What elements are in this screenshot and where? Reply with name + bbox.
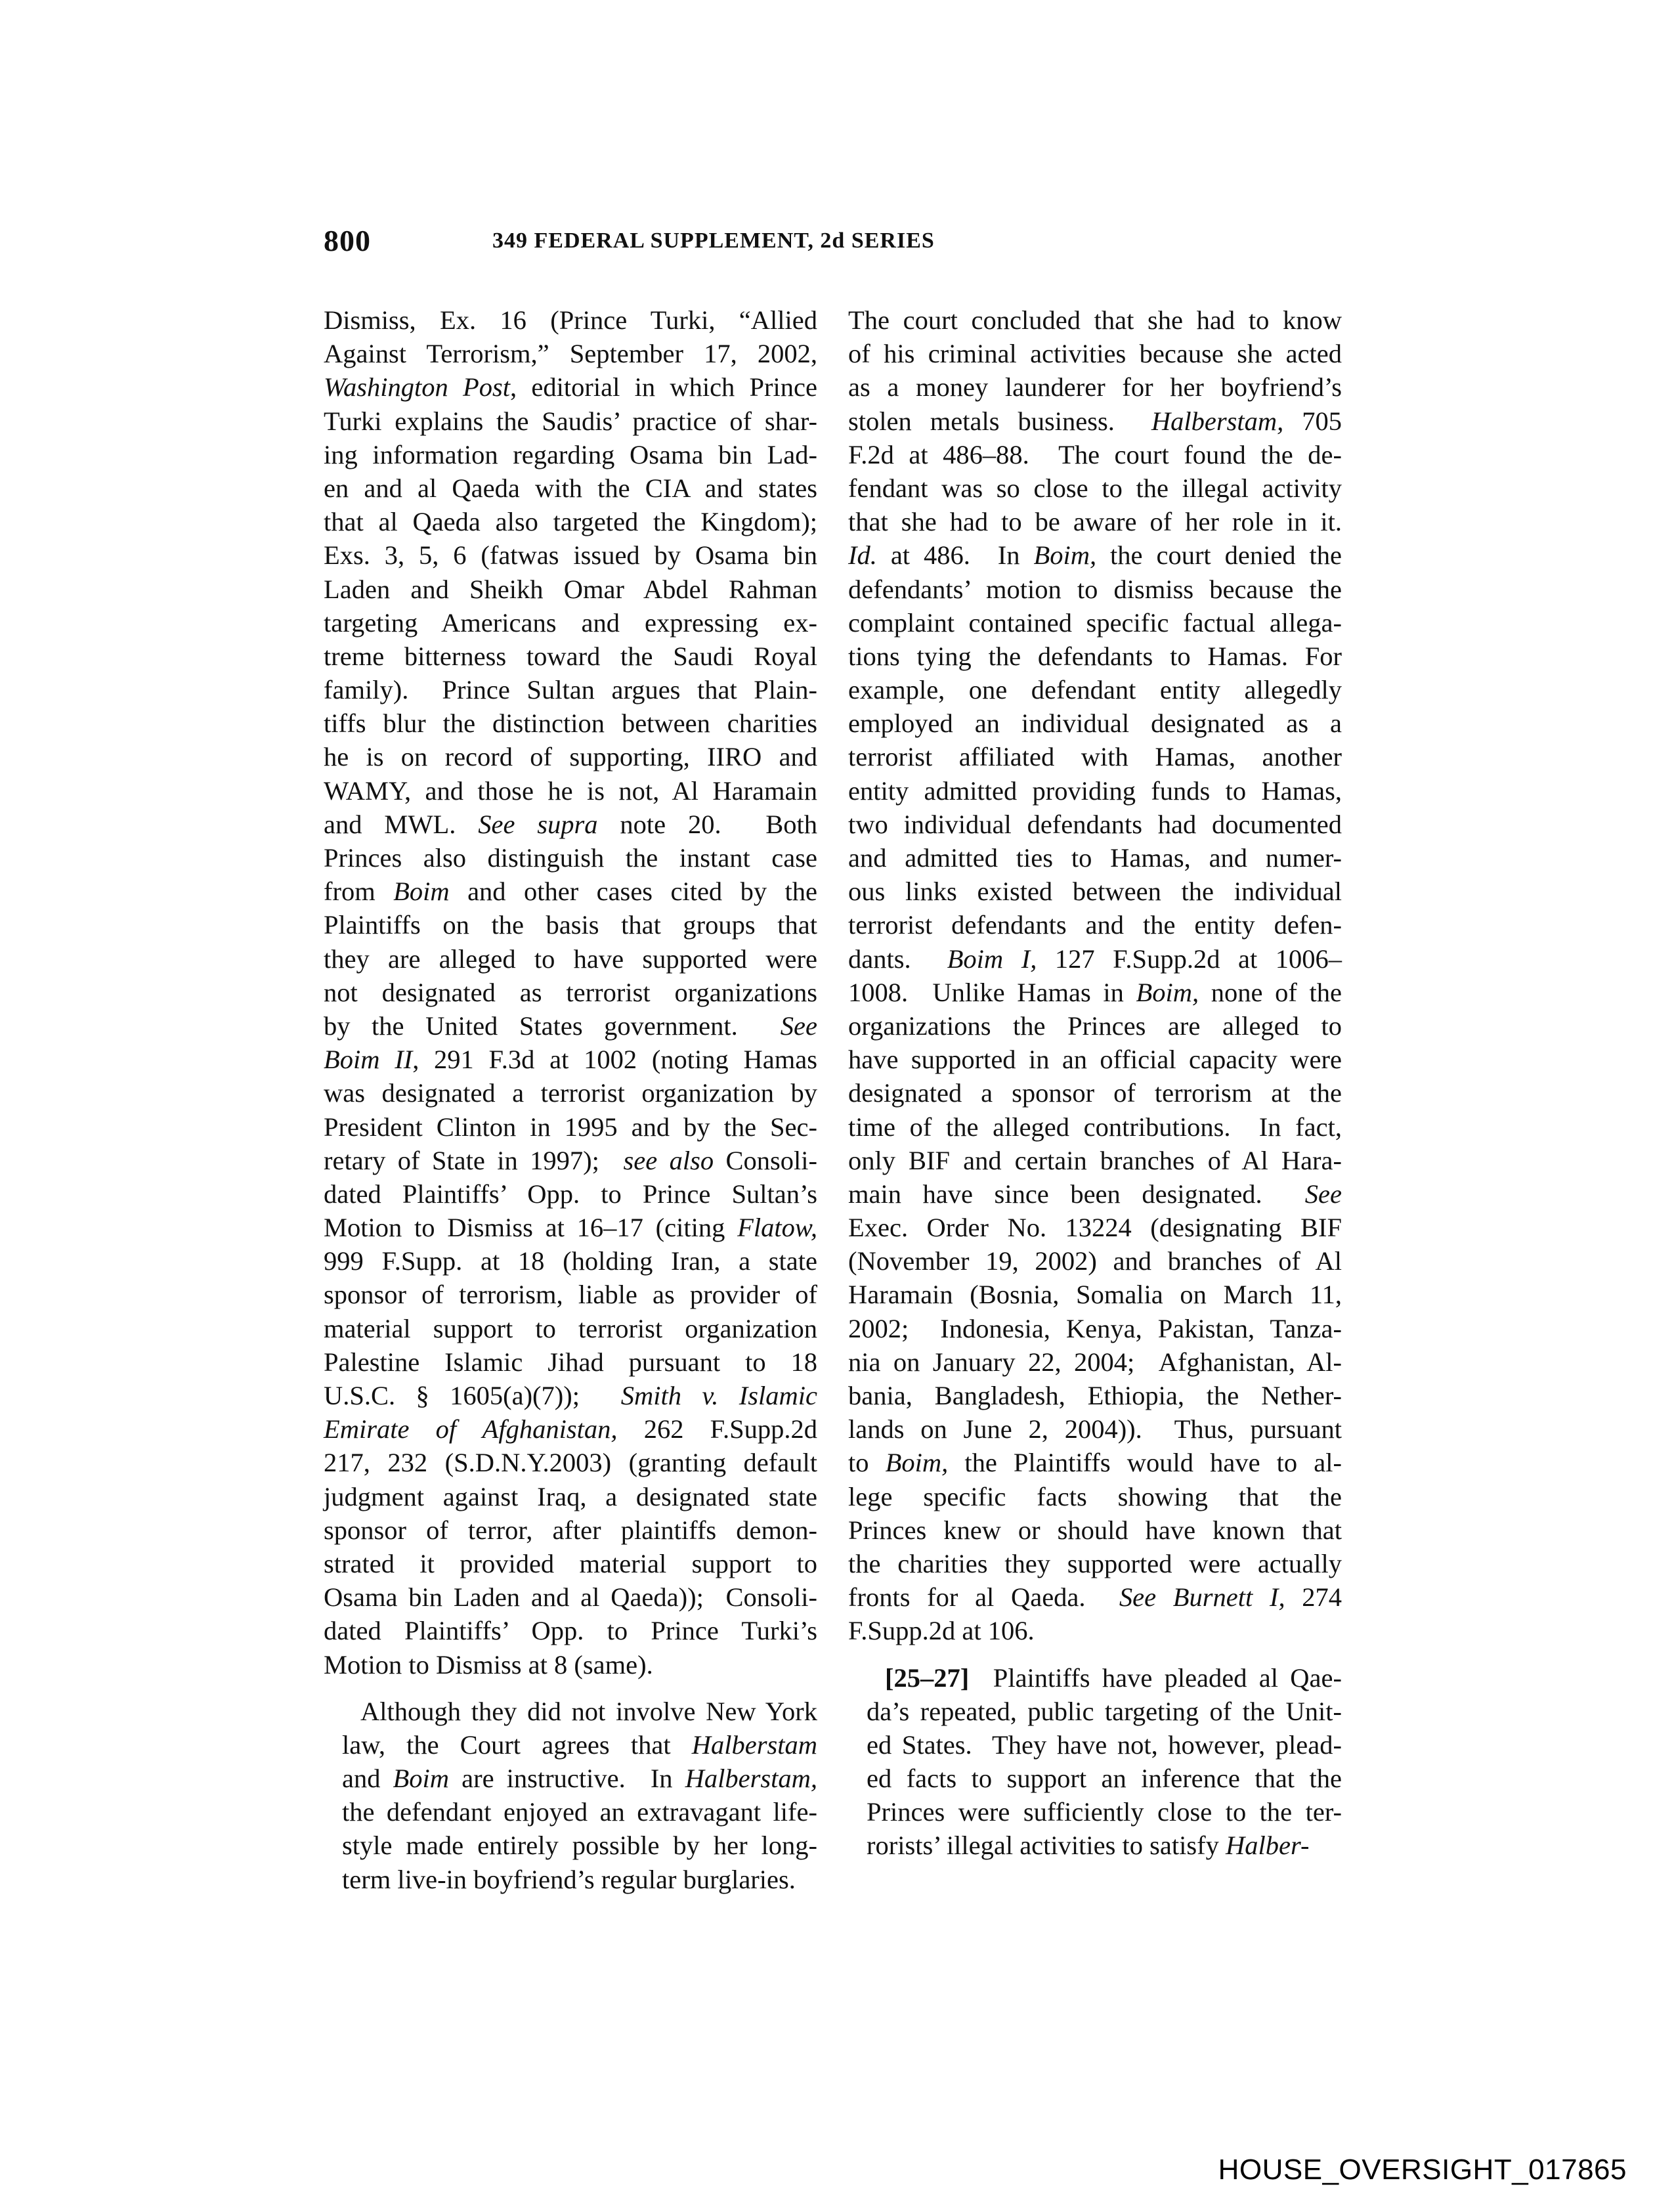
text-run: entity admitted providing funds to Hamas, — [848, 775, 1342, 806]
text-line — [848, 1144, 1342, 1177]
text-run: and admitted ties to Hamas, and numer- — [848, 843, 1342, 873]
text-run: complaint contained specific factual allega- — [848, 607, 1342, 638]
case-citation: See supra — [478, 809, 598, 839]
case-citation: See — [780, 1010, 817, 1041]
text-run: Exs. 3, 5, 6 (fatwas issued by Osama bin — [324, 540, 817, 571]
case-citation: Id. — [848, 540, 877, 571]
text-run: note 20. Both — [597, 809, 818, 839]
text-run: organizations the Princes are alleged to — [848, 1010, 1342, 1041]
text-run: Laden and Sheikh Omar Abdel Rahman — [324, 574, 817, 604]
text-run: fronts for al Qaeda. — [848, 1582, 1119, 1613]
text-line — [848, 1480, 1342, 1513]
text-run: terrorist defendants and the entity defen- — [848, 910, 1342, 940]
text-line — [848, 606, 1342, 640]
text-line — [848, 1076, 1342, 1110]
text-line — [848, 1728, 1342, 1762]
text-run: Princes also distinguish the instant case — [324, 843, 817, 873]
text-run: are instructive. In — [449, 1764, 685, 1794]
text-run: 2002; Indonesia, Kenya, Pakistan, Tanza- — [848, 1313, 1342, 1343]
text-run: ed facts to support an inference that the — [867, 1764, 1342, 1794]
text-run: style made entirely possible by her long- — [342, 1831, 817, 1861]
text-line — [848, 1580, 1342, 1614]
text-run: , editorial in which Prince — [510, 372, 817, 402]
text-line — [848, 1513, 1342, 1547]
text-line — [848, 976, 1342, 1009]
text-run: Motion to Dismiss at 16–17 (citing — [324, 1213, 738, 1243]
text-line — [848, 1795, 1342, 1829]
case-citation: Smith v. Islamic — [620, 1381, 817, 1410]
text-line — [848, 505, 1342, 538]
case-citation: Boim II — [324, 1045, 413, 1075]
text-line — [324, 1244, 817, 1278]
text-run: lands on June 2, 2004)). Thus, pursuant — [848, 1414, 1342, 1444]
case-citation: Washington Post — [324, 372, 511, 402]
text-run: have supported in an official capacity were — [848, 1045, 1342, 1075]
text-run: F.2d at 486–88. The court found the de- — [848, 439, 1342, 469]
text-run: that she had to be aware of her role in it. — [848, 507, 1342, 537]
text-run: term live-in boyfriend’s regular burglaries. — [342, 1864, 796, 1894]
text-line — [324, 606, 817, 640]
text-run: only BIF and certain branches of Al Hara- — [848, 1145, 1342, 1175]
text-run: to — [848, 1448, 886, 1478]
text-run: by the United States government. — [324, 1010, 781, 1041]
text-line — [324, 1695, 817, 1728]
text-line — [324, 337, 817, 370]
text-run: was designated a terrorist organization by — [324, 1078, 817, 1108]
case-citation: Boim, — [1136, 977, 1199, 1007]
text-line — [324, 370, 817, 404]
text-line — [324, 1144, 817, 1177]
case-citation: Boim, — [885, 1448, 949, 1478]
text-line — [324, 1580, 817, 1614]
text-run: he is on record of supporting, IIRO and — [324, 742, 817, 772]
text-line — [324, 1110, 817, 1144]
text-line — [324, 908, 817, 942]
text-run: strated it provided material support to — [324, 1548, 817, 1578]
text-run: 705 — [1283, 406, 1342, 436]
text-line — [324, 640, 817, 673]
text-line — [848, 1446, 1342, 1479]
text-run: at 486. In — [876, 540, 1034, 571]
text-run: the defendant enjoyed an extravagant life- — [342, 1797, 817, 1827]
text-run: judgment against Iraq, a designated state — [324, 1481, 817, 1511]
text-run: dants. — [848, 943, 947, 974]
text-run: 262 F.Supp.2d — [617, 1414, 817, 1444]
text-run: sponsor of terrorism, liable as provider of — [324, 1280, 817, 1310]
text-run: that al Qaeda also targeted the Kingdom); — [324, 507, 817, 537]
text-run: 274 — [1285, 1582, 1342, 1613]
text-line — [848, 1345, 1342, 1379]
text-line — [324, 1278, 817, 1311]
text-run: none of the — [1199, 977, 1342, 1007]
text-run: Motion to Dismiss at 8 (same). — [324, 1649, 653, 1680]
text-run: ed States. They have not, however, plead- — [867, 1729, 1342, 1760]
text-line — [848, 1211, 1342, 1244]
text-line — [848, 808, 1342, 841]
text-line — [324, 976, 817, 1009]
text-line — [848, 1661, 1342, 1695]
text-line — [848, 538, 1342, 572]
headnote-number: [25–27] — [885, 1662, 970, 1693]
text-line — [324, 438, 817, 471]
case-citation: Halber- — [1226, 1831, 1310, 1861]
paragraph — [848, 303, 1342, 1648]
text-run: Princes knew or should have known that — [848, 1515, 1342, 1545]
text-run: ous links existed between the individual — [848, 877, 1342, 907]
case-citation: Emirate of Afghanistan, — [324, 1414, 618, 1444]
text-run: da’s repeated, public targeting of the Unit- — [867, 1696, 1342, 1726]
text-line — [324, 404, 817, 438]
text-line — [324, 1614, 817, 1647]
text-run: they are alleged to have supported were — [324, 943, 817, 974]
text-line — [848, 706, 1342, 740]
text-run: Palestine Islamic Jihad pursuant to 18 — [324, 1347, 817, 1377]
case-citation: Halberstam, — [685, 1764, 817, 1794]
text-line — [848, 337, 1342, 370]
text-run: family). Prince Sultan argues that Plain- — [324, 675, 817, 705]
text-line — [324, 1076, 817, 1110]
text-line — [848, 438, 1342, 471]
text-run: example, one defendant entity allegedly — [848, 675, 1342, 705]
text-run: the charities they supported were actually — [848, 1548, 1342, 1578]
case-citation: Flatow, — [737, 1213, 817, 1243]
text-run: (November 19, 2002) and branches of Al — [848, 1246, 1342, 1276]
text-line — [324, 1762, 817, 1795]
text-run: lege specific facts showing that the — [848, 1481, 1342, 1511]
text-line — [848, 573, 1342, 606]
text-run: 217, 232 (S.D.N.Y.2003) (granting default — [324, 1448, 817, 1478]
text-run: time of the alleged contributions. In fact, — [848, 1112, 1342, 1142]
text-run: employed an individual designated as a — [848, 708, 1342, 739]
text-line — [848, 640, 1342, 673]
text-run: fendant was so close to the illegal activity — [848, 473, 1342, 503]
text-run: as a money launderer for her boyfriend’s — [848, 372, 1342, 402]
text-line — [848, 1829, 1342, 1862]
left-column — [324, 303, 817, 1896]
text-line — [848, 404, 1342, 438]
text-line — [324, 706, 817, 740]
text-line — [848, 471, 1342, 505]
text-run: sponsor of terror, after plaintiffs demon- — [324, 1515, 817, 1545]
text-run: Although they did not involve New York — [360, 1696, 817, 1726]
text-run: 999 F.Supp. at 18 (holding Iran, a state — [324, 1246, 817, 1276]
text-line — [848, 1695, 1342, 1728]
text-line — [848, 908, 1342, 942]
text-line — [848, 370, 1342, 404]
text-line — [848, 1009, 1342, 1043]
text-run: dated Plaintiffs’ Opp. to Prince Sultan’s — [324, 1179, 817, 1209]
text-line — [324, 1312, 817, 1345]
paragraph — [848, 1661, 1342, 1863]
text-line — [324, 1648, 817, 1681]
text-line — [324, 1009, 817, 1043]
text-run: main have since been designated. — [848, 1179, 1305, 1209]
text-run: , 291 F.3d at 1002 (noting Hamas — [412, 1045, 817, 1075]
case-citation: Halberstam — [691, 1729, 817, 1760]
case-citation: See — [1304, 1179, 1342, 1209]
text-line — [848, 1043, 1342, 1076]
text-run: the Plaintiffs would have to al- — [948, 1448, 1342, 1478]
text-line — [324, 1728, 817, 1762]
text-run: targeting Americans and expressing ex- — [324, 607, 817, 638]
text-run: two individual defendants had documented — [848, 809, 1342, 839]
case-citation: Boim — [393, 877, 450, 907]
text-line — [848, 841, 1342, 875]
text-line — [324, 1829, 817, 1862]
text-run: 127 F.Supp.2d at 1006– — [1037, 943, 1342, 974]
case-citation: see also — [623, 1145, 714, 1175]
text-run: Dismiss, Ex. 16 (Prince Turki, “Allied — [324, 305, 817, 335]
case-citation: Halberstam, — [1151, 406, 1284, 436]
text-run: WAMY, and those he is not, Al Haramain — [324, 775, 817, 806]
text-run: and — [342, 1764, 393, 1794]
case-citation: See Burnett I, — [1119, 1582, 1285, 1613]
text-line — [324, 303, 817, 337]
text-run: terrorist affiliated with Hamas, another — [848, 742, 1342, 772]
text-run: from — [324, 877, 394, 907]
text-run: Haramain (Bosnia, Somalia on March 11, — [848, 1280, 1342, 1310]
text-line — [848, 1312, 1342, 1345]
text-run: Consoli- — [714, 1145, 817, 1175]
text-run: stolen metals business. — [848, 406, 1151, 436]
text-line — [324, 1863, 817, 1896]
text-run: the court denied the — [1096, 540, 1342, 571]
text-line — [324, 875, 817, 908]
text-run: 1008. Unlike Hamas in — [848, 977, 1136, 1007]
text-line — [324, 1345, 817, 1379]
text-run: designated a sponsor of terrorism at the — [848, 1078, 1342, 1108]
text-run: bania, Bangladesh, Ethiopia, the Nether- — [848, 1381, 1342, 1410]
text-run: nia on January 22, 2004; Afghanistan, Al- — [848, 1347, 1342, 1377]
text-run: Osama bin Laden and al Qaeda)); Consoli- — [324, 1582, 817, 1613]
text-run: Exec. Order No. 13224 (designating BIF — [848, 1213, 1342, 1243]
text-line — [324, 673, 817, 706]
text-line — [848, 1244, 1342, 1278]
text-line — [324, 1211, 817, 1244]
text-run: defendants’ motion to dismiss because the — [848, 574, 1342, 604]
text-line — [324, 1446, 817, 1479]
text-run: Plaintiffs on the basis that groups that — [324, 910, 817, 940]
text-run: rorists’ illegal activities to satisfy — [867, 1831, 1226, 1861]
text-line — [324, 740, 817, 773]
text-run: Plaintiffs have pleaded al Qae- — [969, 1662, 1342, 1693]
text-line — [324, 538, 817, 572]
text-line — [324, 942, 817, 976]
text-run: The court concluded that she had to know — [848, 305, 1342, 335]
running-head — [324, 223, 1342, 263]
text-run: U.S.C. § 1605(a)(7)); — [324, 1381, 621, 1410]
text-run: treme bitterness toward the Saudi Royal — [324, 641, 817, 671]
text-line — [324, 1412, 817, 1446]
text-line — [848, 1762, 1342, 1795]
text-line — [848, 1379, 1342, 1412]
text-run: President Clinton in 1995 and by the Sec- — [324, 1112, 817, 1142]
text-line — [848, 1614, 1342, 1647]
text-line — [848, 673, 1342, 706]
case-citation: Boim, — [1033, 540, 1097, 571]
text-line — [324, 573, 817, 606]
text-line — [848, 303, 1342, 337]
text-run: retary of State in 1997); — [324, 1145, 624, 1175]
page-number: 800 — [324, 224, 371, 257]
paragraph — [324, 303, 817, 1681]
paragraph — [324, 1695, 817, 1896]
text-run: of his criminal activities because she acted — [848, 339, 1342, 369]
text-run: Against Terrorism,” September 17, 2002, — [324, 339, 817, 369]
text-line — [324, 1177, 817, 1211]
text-line — [848, 774, 1342, 808]
text-line — [324, 841, 817, 875]
text-line — [324, 1379, 817, 1412]
text-line — [324, 1513, 817, 1547]
text-run: law, the Court agrees that — [342, 1729, 692, 1760]
reporter-title: 349 FEDERAL SUPPLEMENT, 2d SERIES — [492, 228, 935, 253]
text-run: and MWL. — [324, 809, 479, 839]
text-line — [324, 505, 817, 538]
text-line — [324, 774, 817, 808]
text-line — [848, 1110, 1342, 1144]
text-line — [848, 1177, 1342, 1211]
text-run: en and al Qaeda with the CIA and states — [324, 473, 817, 503]
text-line — [324, 808, 817, 841]
text-line — [848, 942, 1342, 976]
text-line — [324, 1480, 817, 1513]
text-line — [848, 875, 1342, 908]
case-citation: Boim — [393, 1764, 450, 1794]
text-run: material support to terrorist organization — [324, 1313, 817, 1343]
text-run: ing information regarding Osama bin Lad- — [324, 439, 817, 469]
case-citation: Boim I, — [947, 943, 1037, 974]
text-line — [848, 1547, 1342, 1580]
text-line — [324, 1795, 817, 1829]
text-run: dated Plaintiffs’ Opp. to Prince Turki’s — [324, 1616, 817, 1646]
text-line — [324, 471, 817, 505]
text-run: not designated as terrorist organizations — [324, 977, 817, 1007]
text-run: and other cases cited by the — [449, 877, 817, 907]
text-run: F.Supp.2d at 106. — [848, 1616, 1035, 1646]
text-line — [324, 1043, 817, 1076]
right-column — [848, 303, 1342, 1863]
text-run: tions tying the defendants to Hamas. For — [848, 641, 1342, 671]
text-line — [848, 1412, 1342, 1446]
text-line — [848, 740, 1342, 773]
text-line — [324, 1547, 817, 1580]
bates-number: HOUSE_OVERSIGHT_017865 — [1218, 2154, 1627, 2186]
text-run: tiffs blur the distinction between charities — [324, 708, 817, 739]
text-run: Princes were sufficiently close to the ter- — [867, 1797, 1342, 1827]
text-line — [848, 1278, 1342, 1311]
text-run: Turki explains the Saudis’ practice of shar- — [324, 406, 817, 436]
